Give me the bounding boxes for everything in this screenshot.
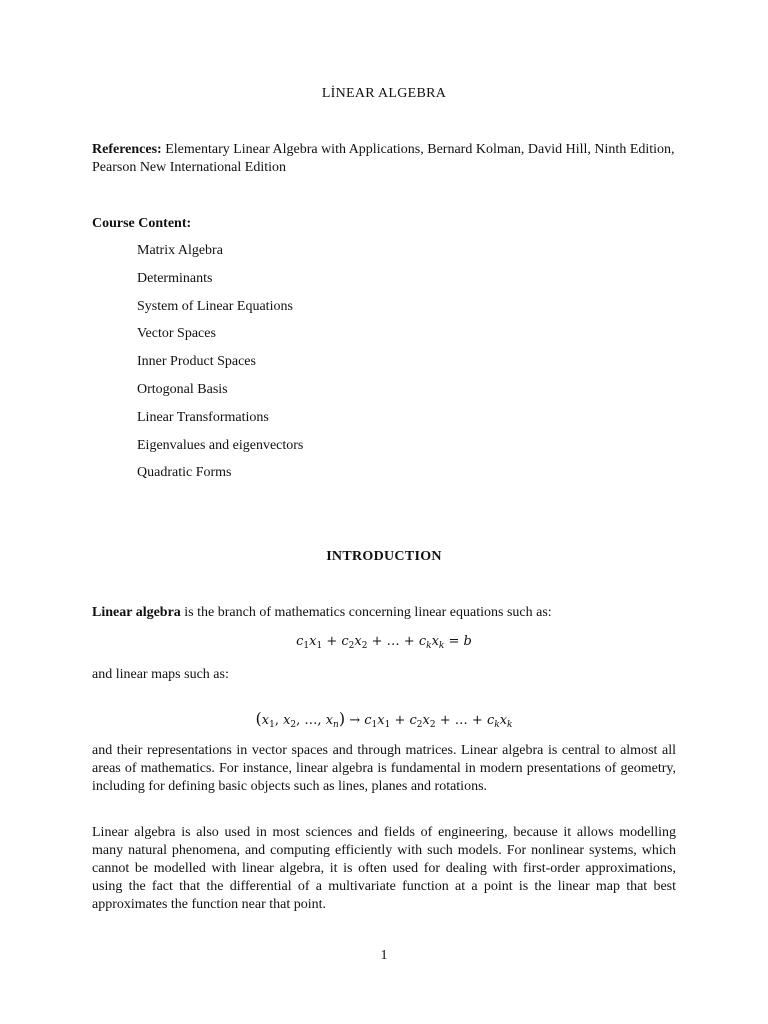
linear-equation-formula: $c_1x_1 + c_2x_2$ + … + $c_kx_k = b$ xyxy=(296,634,472,651)
linear-algebra-term: Linear algebra xyxy=(92,605,181,620)
list-item: Linear Transformations xyxy=(137,409,269,425)
linear-algebra-definition: Linear algebra is the branch of mathematics concerning linear equations such as: xyxy=(92,605,552,620)
list-item: Ortogonal Basis xyxy=(137,381,228,397)
representations-paragraph: and their representations in vector spaces and through matrices. Linear algebra is central to almost all areas of mathematics. For instance, linear algebra is fundamental in modern presentations of geometry, including for defining basic objects such as lines, planes and rotations. xyxy=(92,743,676,794)
introduction-heading: INTRODUCTION xyxy=(326,549,442,564)
linear-map-formula: ($x_1$, $x_2$, …, $x_n) \to c_1x_1 + c_2x_2$ + … + $c_kx_k$ xyxy=(255,709,513,730)
applications-paragraph: Linear algebra is also used in most sciences and fields of engineering, because it allows modelling many natural phenomena, and computing efficiently with such models. For nonlinear systems, which cannot be modelled with linear algebra, it is often used for dealing with first-order approximations, using the fact that the differential of a multivariate function at a point is the linear map that best approximates the function near that point. xyxy=(92,825,676,912)
course-content-list xyxy=(137,242,303,492)
course-content-heading: Course Content: xyxy=(92,216,192,231)
list-item: Inner Product Spaces xyxy=(137,354,256,370)
page-number: 1 xyxy=(380,948,388,963)
list-item: Determinants xyxy=(137,270,213,286)
references-text: Elementary Linear Algebra with Applications, Bernard Kolman, David Hill, Ninth Edition, Pearson New International Edition xyxy=(92,142,675,175)
references-label: References: xyxy=(92,142,162,157)
list-item: Vector Spaces xyxy=(137,326,216,342)
linear-maps-text: and linear maps such as: xyxy=(92,667,229,682)
list-item: Eigenvalues and eigenvectors xyxy=(137,437,304,453)
references-paragraph xyxy=(92,141,682,177)
list-item: Quadratic Forms xyxy=(137,465,232,481)
document-title: LİNEAR ALGEBRA xyxy=(321,86,447,101)
list-item: System of Linear Equations xyxy=(137,298,293,314)
list-item: Matrix Algebra xyxy=(137,243,223,258)
